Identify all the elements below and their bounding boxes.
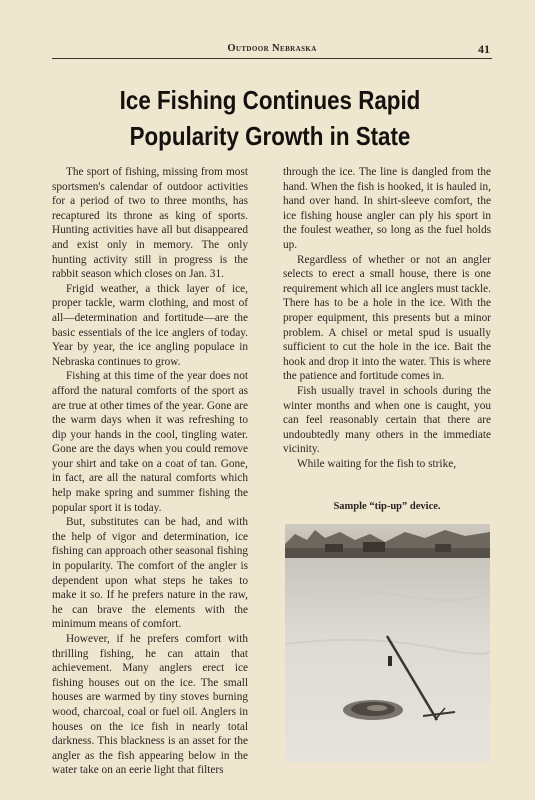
tip-up-photo-image xyxy=(285,524,490,762)
paragraph: But, substitutes can be had, and with the help of vigor and determination, ice fishing can approach other seasonal fishing in popularity. The comfort of the angler is dependent upon what steps he takes to make it so. If he prefers nature in the raw, he can brave the elements with the minimum means of comfort. xyxy=(52,516,248,631)
paragraph: While waiting for the fish to strike, xyxy=(297,457,457,470)
right-column xyxy=(283,165,491,471)
paragraph: through the ice. The line is dangled from the hand. When the fish is hooked, it is hauled in, hand over hand. In shirt-sleeve comfort, the ice fishing house angler can ply his sport in the foulest weather, so long as the fuel holds up. xyxy=(283,166,491,251)
paragraph: The sport of fishing, missing from most sportsmen's calendar of outdoor activities for a period of two to three months, has recaptured its throne as king of sports. Hunting activities have all but disappeared and exist only in memory. The only hunting activity still in progress is the rabbit season which closes on Jan. 31. xyxy=(52,166,248,281)
paragraph: Fishing at this time of the year does not afford the natural comforts of the sport as are true at other times of the year. Gone are the warm days when it was refreshing to dip your hands in the cool, tingling water. Gone are the days when you could remove your shirt and take on a coat of tan. Gone, in fact, are all the natural comforts which help make spring and summer fishing the popular sport it is today. xyxy=(52,370,248,514)
paragraph: Fish usually travel in schools during the winter months and when one is caught, you can feel reasonably certain that there are undoubtedly many others in the immediate vicinity. xyxy=(283,384,491,456)
page-number: 41 xyxy=(478,42,490,56)
running-header xyxy=(52,42,492,59)
title-line-2: Popularity Growth in State xyxy=(129,121,411,151)
title-line-1: Ice Fishing Continues Rapid xyxy=(119,85,421,115)
article-title xyxy=(72,82,468,154)
left-column xyxy=(52,165,248,778)
magazine-name: Outdoor Nebraska xyxy=(227,43,317,54)
paragraph: Frigid weather, a thick layer of ice, proper tackle, warm clothing, and most of all—determination and fortitude—are the basic essentials of the ice anglers of today. Year by year, the ice angling populace in Nebraska continues to grow. xyxy=(52,282,248,368)
paragraph: However, if he prefers comfort with thrilling fishing, he can attain that achievement. Many anglers erect ice fishing houses out on the ice. The small houses are warmed by tiny stoves burning wood, charcoal, coal or fuel oil. Anglers in houses on the ice fish in nearly total darkness. This blackness is an asset for the angler as the fish appearing below in the water take on an eerie light that filters xyxy=(52,633,248,777)
tip-up-photo xyxy=(285,524,490,762)
photo-caption: Sample “tip-up” device. xyxy=(333,501,441,512)
paragraph: Regardless of whether or not an angler selects to erect a small house, there is one requirement which all ice anglers must tackle. There has to be a hole in the ice. With the proper equipment, this presents but a minor problem. A chisel or metal spud is usually sufficient to cut the hole in the ice. Bait the hook and drop it into the water. This is where the patience and fortitude comes in. xyxy=(283,253,491,383)
